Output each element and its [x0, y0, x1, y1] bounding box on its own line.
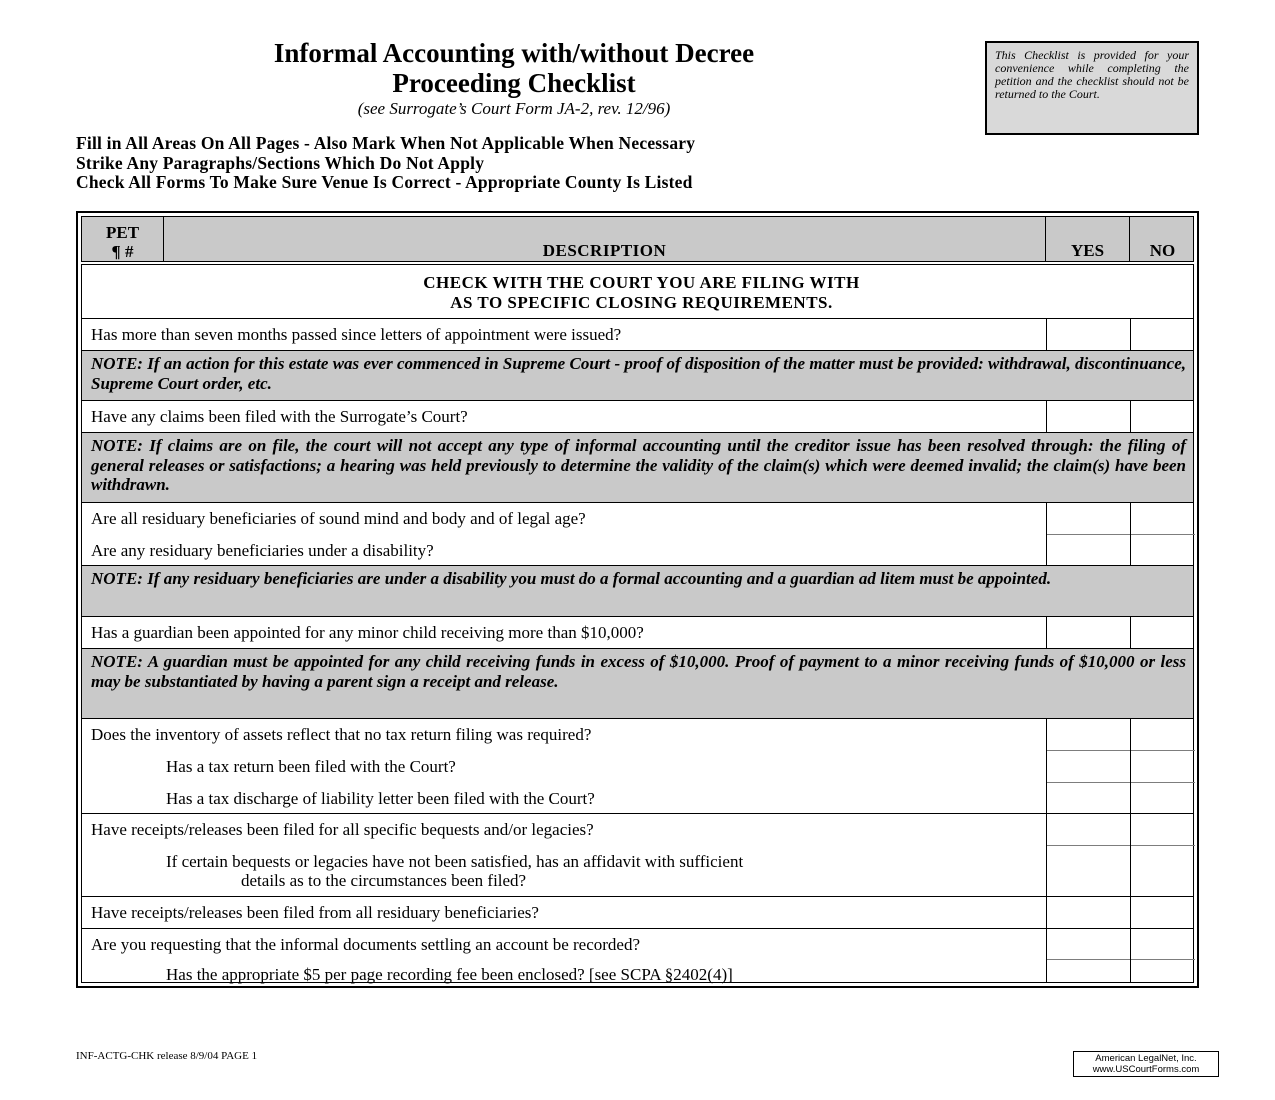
question-text: Has the appropriate $5 per page recording fee been enclosed? [see SCPA §2402(4)] [166, 965, 733, 984]
table-row [81, 503, 1194, 566]
yes-checkbox[interactable] [1046, 503, 1130, 565]
note-supreme-court: NOTE: If an action for this estate was ever commenced in Supreme Court - proof of disposition of the matter must be provided: withdrawal, discontinuance, Supreme Court order, etc. [91, 354, 1186, 393]
header-pet-line-1: PET [105, 223, 140, 242]
table-header [81, 216, 1194, 262]
note-guardian: NOTE: A guardian must be appointed for any child receiving funds in excess of $10,000. Proof of payment to a minor receiving funds of $10,000 or less may be substantiated by having a parent sign a receipt and release. [91, 652, 1186, 691]
yes-checkbox[interactable] [1046, 319, 1130, 350]
note-disability: NOTE: If any residuary beneficiaries are under a disability you must do a formal accounting and a guardian ad litem must be appointed. [91, 569, 1052, 588]
check-line-1: CHECK WITH THE COURT YOU ARE FILING WITH [423, 273, 860, 292]
check-line-2: AS TO SPECIFIC CLOSING REQUIREMENTS. [450, 293, 833, 312]
no-checkbox[interactable] [1130, 814, 1195, 896]
question-claims-filed [82, 401, 1046, 432]
checklist-table [76, 211, 1199, 988]
no-checkbox[interactable] [1130, 401, 1195, 432]
convenience-notice: This Checklist is provided for your convenience while completing the petition and the checklist should not be returned to the Court. [985, 41, 1199, 135]
table-row [81, 401, 1194, 433]
table-row [81, 319, 1194, 351]
note-row [81, 351, 1194, 401]
instructions [76, 134, 695, 193]
question-bequests [82, 814, 1046, 896]
title-line-2: Proceeding Checklist [392, 68, 636, 98]
question-months-passed [82, 319, 1046, 350]
subtitle: (see Surrogate’s Court Form JA-2, rev. 12/96) [357, 99, 671, 118]
table-row [81, 719, 1194, 814]
table-row [81, 617, 1194, 649]
no-checkbox[interactable] [1130, 719, 1195, 813]
yes-checkbox[interactable] [1046, 897, 1130, 928]
no-checkbox[interactable] [1130, 319, 1195, 350]
publisher-url[interactable]: www.USCourtForms.com [1092, 1064, 1200, 1075]
yes-checkbox[interactable] [1046, 814, 1130, 896]
note-row [81, 433, 1194, 503]
question-residuary [82, 503, 1046, 565]
footer-release: INF-ACTG-CHK release 8/9/04 PAGE 1 [76, 1050, 258, 1062]
title-line-1: Informal Accounting with/without Decree [273, 38, 755, 68]
question-text: Does the inventory of assets reflect that no tax return filing was required? [91, 725, 592, 744]
table-row [81, 814, 1194, 897]
instruction-2: Strike Any Paragraphs/Sections Which Do Not Apply [76, 152, 485, 173]
yes-checkbox[interactable] [1046, 401, 1130, 432]
header-description: DESCRIPTION [164, 217, 1046, 261]
header-no: NO [1149, 241, 1176, 260]
question-tax [82, 719, 1046, 813]
question-text: details as to the circumstances been filed? [241, 871, 527, 890]
question-text: Are any residuary beneficiaries under a disability? [91, 541, 434, 560]
question-text: Has a guardian been appointed for any minor child receiving more than $10,000? [91, 623, 644, 642]
question-text: Has more than seven months passed since letters of appointment were issued? [91, 325, 622, 344]
table-row [81, 929, 1194, 983]
question-text: Has a tax return been filed with the Court? [166, 757, 456, 776]
check-with-court-row [81, 264, 1194, 319]
question-text: Have any claims been filed with the Surrogate’s Court? [91, 407, 468, 426]
no-checkbox[interactable] [1130, 503, 1195, 565]
header-pet-line-2: ¶ # [111, 242, 134, 261]
header-pet [82, 217, 164, 261]
question-text: Has a tax discharge of liability letter been filed with the Court? [166, 789, 595, 808]
no-checkbox[interactable] [1130, 897, 1195, 928]
form-title [150, 38, 878, 120]
note-row [81, 649, 1194, 719]
question-text: Have receipts/releases been filed from all residuary beneficiaries? [91, 903, 539, 922]
question-text: Are you requesting that the informal documents settling an account be recorded? [91, 935, 641, 954]
yes-checkbox[interactable] [1046, 929, 1130, 982]
publisher-stamp [1073, 1051, 1219, 1077]
question-recording [82, 929, 1046, 982]
publisher-name: American LegalNet, Inc. [1095, 1053, 1197, 1064]
question-text: Are all residuary beneficiaries of sound mind and body and of legal age? [91, 509, 586, 528]
no-checkbox[interactable] [1130, 617, 1195, 648]
instruction-1: Fill in All Areas On All Pages - Also Mark When Not Applicable When Necessary [76, 133, 696, 153]
no-checkbox[interactable] [1130, 929, 1195, 982]
question-text: If certain bequests or legacies have not been satisfied, has an affidavit with sufficient [166, 852, 744, 871]
table-row [81, 897, 1194, 929]
header-yes: YES [1046, 217, 1130, 261]
check-with-court-text [82, 265, 1192, 318]
note-claims: NOTE: If claims are on file, the court will not accept any type of informal accounting until the creditor issue has been resolved through: the filing of general releases or satisfactions; a hearing was held previously to determine the validity of the claim(s) which were deemed invalid; the claim(s) have been withdrawn. [91, 436, 1186, 494]
yes-checkbox[interactable] [1046, 617, 1130, 648]
instruction-3: Check All Forms To Make Sure Venue Is Correct - Appropriate County Is Listed [76, 172, 693, 192]
question-residuary-receipts [82, 897, 1046, 928]
question-guardian [82, 617, 1046, 648]
yes-checkbox[interactable] [1046, 719, 1130, 813]
question-text: Have receipts/releases been filed for all specific bequests and/or legacies? [91, 820, 594, 839]
note-row [81, 566, 1194, 617]
